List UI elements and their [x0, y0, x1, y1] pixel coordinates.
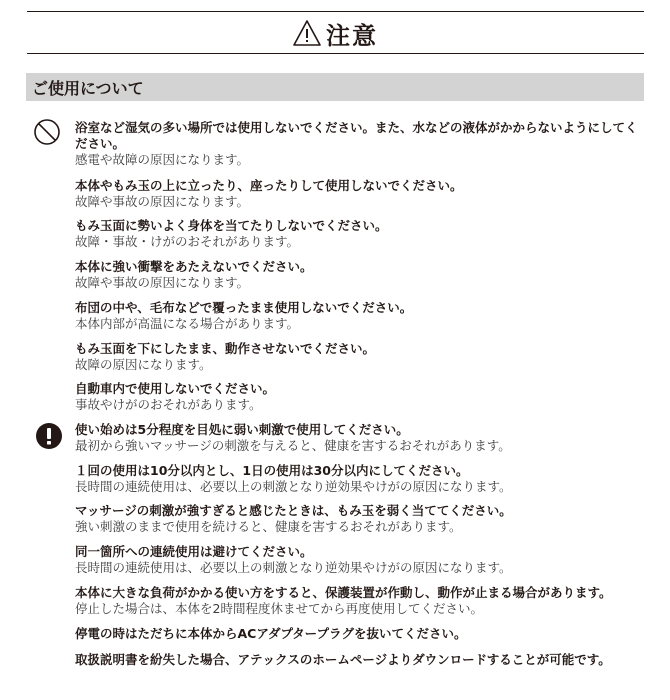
instruction-text: 停電の時はただちに本体からACアダプタープラグを抜いてください。 [75, 626, 467, 641]
instruction-item [75, 585, 643, 617]
instruction-item [75, 503, 643, 535]
prohibition-text: 浴室など湿気の多い場所では使用しないでください。また、水などの液体がかからないようにしてください。 [75, 120, 638, 151]
instruction-note: 最初から強いマッサージの刺激を与えると、健康を害するおそれがあります。 [75, 438, 511, 453]
instruction-item [75, 652, 643, 668]
instruction-item [75, 626, 643, 642]
instruction-text: 取扱説明書を紛失した場合、アテックスのホームページよりダウンロードすることが可能です。 [75, 652, 611, 667]
bottom-rule [27, 53, 644, 54]
prohibition-item [75, 341, 643, 373]
prohibition-item [75, 120, 643, 168]
instruction-item [75, 544, 643, 576]
instruction-item [75, 463, 643, 495]
instruction-item [75, 422, 643, 454]
instruction-text: 本体に大きな負荷がかかる使い方をすると、保護装置が作動し、動作が止まる場合があります。 [75, 585, 612, 600]
prohibition-text: 布団の中や、毛布などで覆ったまま使用しないでください。 [75, 300, 413, 315]
prohibition-text: 自動車内で使用しないでください。 [75, 381, 276, 396]
prohibition-note: 感電や故障の原因になります。 [75, 152, 250, 167]
prohibited-icon [33, 118, 61, 146]
prohibition-text: 本体やもみ玉の上に立ったり、座ったりして使用しないでください。 [75, 178, 463, 193]
prohibition-text: もみ玉面に勢いよく身体を当てたりしないでください。 [75, 218, 388, 233]
caution-title: 注意 [326, 21, 378, 50]
instruction-text: マッサージの刺激が強すぎると感じたときは、もみ玉を弱く当ててください。 [75, 503, 512, 518]
prohibition-item [75, 300, 643, 332]
instruction-note: 停止した場合は、本体を2時間程度休ませてから再度使用してください。 [75, 601, 483, 616]
prohibition-note: 事故やけがのおそれがあります。 [75, 397, 262, 412]
exclamation-icon [35, 422, 63, 450]
prohibition-note: 故障や事故の原因になります。 [75, 275, 250, 290]
instruction-text: 同一箇所への連続使用は避けてください。 [75, 544, 313, 559]
instruction-note: 長時間の連続使用は、必要以上の刺激となり逆効果やけがの原因になります。 [75, 479, 512, 494]
top-rule [27, 11, 644, 12]
caution-header [0, 16, 670, 50]
prohibition-item [75, 381, 643, 413]
instruction-text: １回の使用は10分以内とし、1日の使用は30分以内にしてください。 [75, 463, 469, 478]
prohibition-item [75, 178, 643, 210]
prohibition-item [75, 259, 643, 291]
prohibition-text: 本体に強い衝撃をあたえないでください。 [75, 259, 313, 274]
prohibition-note: 本体内部が高温になる場合があります。 [75, 316, 300, 331]
instruction-note: 長時間の連続使用は、必要以上の刺激となり逆効果やけがの原因になります。 [75, 560, 512, 575]
prohibition-note: 故障・事故・けがのおそれがあります。 [75, 234, 300, 249]
section-title: ご使用について [32, 78, 144, 98]
prohibition-note: 故障の原因になります。 [75, 357, 212, 372]
prohibition-note: 故障や事故の原因になります。 [75, 194, 250, 209]
instruction-note: 強い刺激のままで使用を続けると、健康を害するおそれがあります。 [75, 519, 462, 534]
prohibition-item [75, 218, 643, 250]
prohibition-text: もみ玉面を下にしたまま、動作させないでください。 [75, 341, 376, 356]
section-header [26, 73, 644, 101]
instruction-text: 使い始めは5分程度を目処に弱い刺激で使用してください。 [75, 422, 409, 437]
warning-triangle-icon [292, 19, 322, 47]
